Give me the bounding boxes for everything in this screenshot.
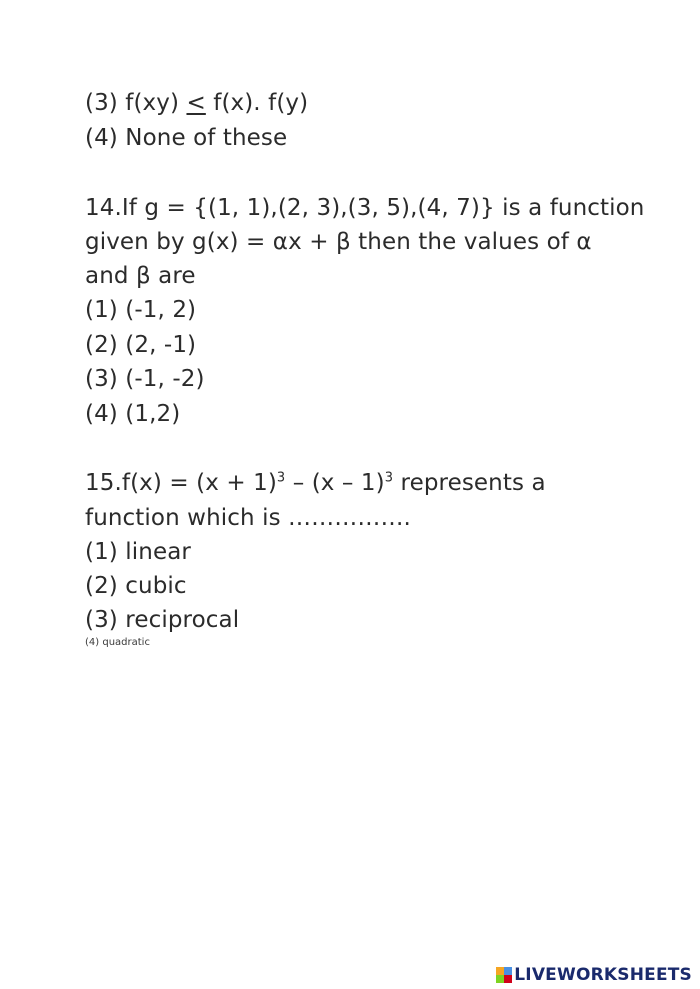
exponent: 3 [384, 470, 394, 486]
exponent: 3 [276, 470, 286, 486]
question-15-line-1 [85, 469, 546, 497]
logo-tile [504, 967, 512, 975]
q14-option-4: (4) (1,2) [85, 401, 181, 427]
liveworksheets-watermark [496, 964, 692, 986]
option-text: (3) f(xy) [85, 90, 187, 116]
q15-option-4: (4) quadratic [85, 637, 150, 648]
question-14-line-3: and β are [85, 263, 196, 289]
logo-tile [496, 975, 504, 983]
q14-option-1: (1) (-1, 2) [85, 297, 197, 323]
brand-name: LIVEWORKSHEETS [514, 965, 692, 985]
option-4-prev: (4) None of these [85, 125, 288, 151]
expression-part: – (x – 1) [285, 470, 385, 496]
logo-tile [504, 975, 512, 983]
q15-option-3: (3) reciprocal [85, 607, 240, 633]
expression-part: 15.f(x) = (x + 1) [85, 470, 277, 496]
q15-option-2: (2) cubic [85, 573, 187, 599]
option-text: f(x). f(y) [205, 90, 309, 116]
liveworksheets-logo-icon [496, 967, 512, 983]
option-3-prev [85, 89, 308, 117]
expression-part: represents a [393, 470, 546, 496]
q14-option-3: (3) (-1, -2) [85, 366, 205, 392]
q15-option-1: (1) linear [85, 539, 191, 565]
logo-tile [496, 967, 504, 975]
question-14-line-1: 14.If g = {(1, 1),(2, 3),(3, 5),(4, 7)} is a function [85, 195, 645, 221]
question-14-line-2: given by g(x) = αx + β then the values of α [85, 229, 592, 255]
question-15-line-2: function which is ……………. [85, 505, 411, 531]
less-equal-symbol: < [186, 90, 206, 116]
q14-option-2: (2) (2, -1) [85, 332, 197, 358]
